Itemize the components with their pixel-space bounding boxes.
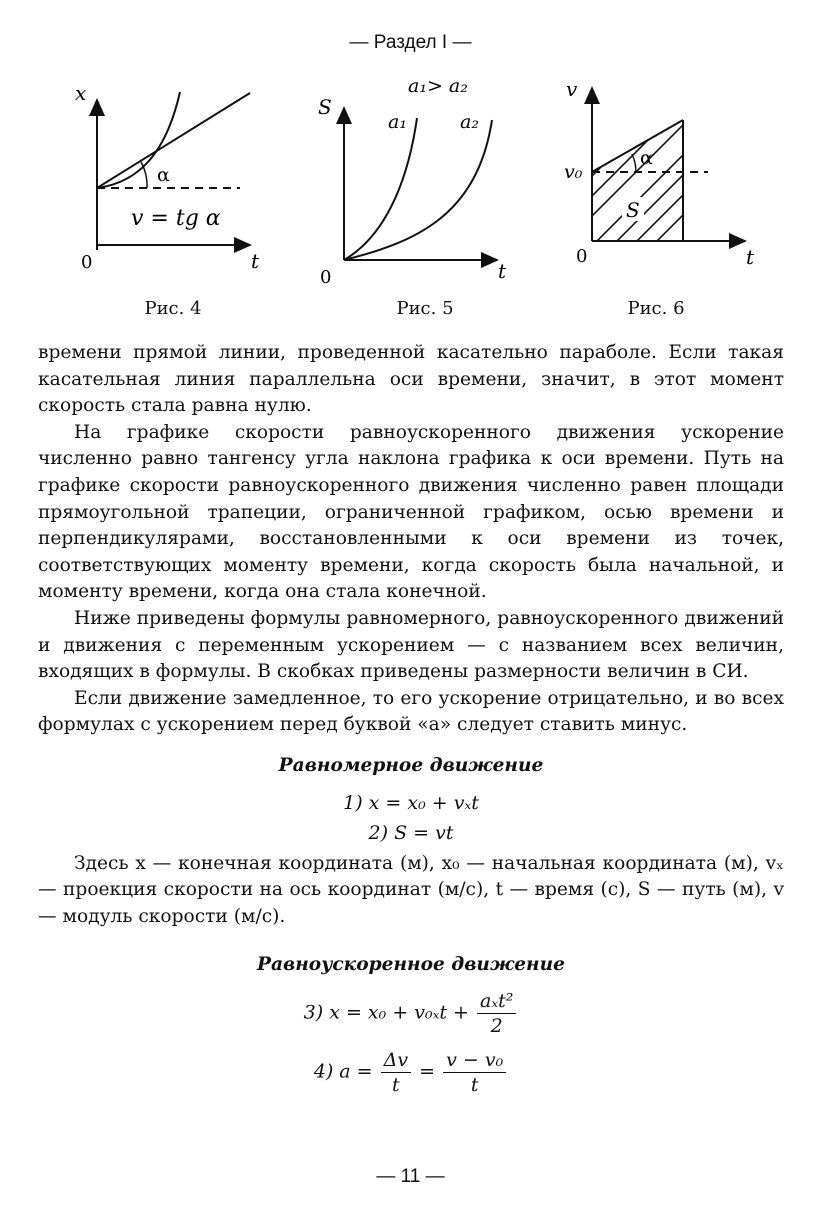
fig5-origin-label: 0 [320,267,332,288]
formula-4-fraction-2 [443,1048,506,1097]
fig5-axis-x-label: t [498,259,507,283]
fig5-curve-a2-label: a₂ [460,111,479,133]
fig5-caption: Рис. 5 [396,298,454,319]
fig4-origin-label: 0 [81,252,93,273]
formula-3-fraction [477,989,516,1038]
fig6-caption: Рис. 6 [627,298,685,319]
section-uniform-title: Равномерное движение [278,754,544,776]
formula-4-numerator-2: v − v₀ [443,1048,506,1073]
fig6-graph-line [592,120,683,172]
fig4-caption: Рис. 4 [144,298,202,319]
formula-4-denominator-1: t [392,1074,400,1097]
fig5-axis-y-label: S [318,95,332,119]
fig5-curve-a2 [344,120,492,260]
fig4-axis-x-label: t [251,249,260,273]
uniform-explanation: Здесь x — конечная координата (м), x₀ — начальная координата (м), vₓ — проекция скорости на ось координат (м/с), t — время (с), S — путь (м), v — модуль скорости (м/с). [38,852,784,927]
formula-4-left: 4) a = [313,1060,373,1083]
figure-4 [65,78,265,288]
section-accelerated-title: Равноускоренное движение [257,954,565,976]
fig6-v0-label: v₀ [564,161,583,183]
formula-4 [38,1048,784,1097]
fig4-formula: v = tg α [131,206,221,231]
fig6-angle-label: α [640,147,653,169]
formula-4-fraction-1 [381,1048,411,1097]
fig6-angle-arc [632,154,636,172]
fig4-axis-y-label: x [75,81,87,105]
paragraph-3: Ниже приведены формулы равномерного, равноускоренного движений и движения с переменным ускорением — с названием всех величин, входящих в формулы. В скобках приведены размерности величин в СИ. [38,607,784,683]
fig5-curve-a1-label: a₁ [388,111,407,133]
figures-row [0,78,821,328]
paragraph-1: времени прямой линии, проведенной касательно параболе. Если такая касательная линия параллельна оси времени, значит, в этот момент скорость стала равна нулю. [38,342,784,417]
fig6-origin-label: 0 [576,246,588,267]
figure-5 [312,78,522,293]
fig4-tangent [97,93,250,188]
fig6-area-label: S [626,198,640,222]
fig4-angle-label: α [157,164,170,186]
formula-3-numerator: aₓt² [477,989,516,1014]
formula-4-denominator-2: t [470,1074,479,1097]
formula-1: 1) x = x₀ + vₓt [343,791,479,814]
formula-2: 2) S = vt [368,822,454,845]
formula-3 [38,989,784,1038]
figure-6 [560,78,785,288]
fig5-relation-label: a₁> a₂ [408,78,468,97]
paragraph-2: На графике скорости равноускоренного движения ускорение численно равно тангенсу угла наклона графика к оси времени. Путь на графике скорости равноускоренного движения численно равен площади прямоугольной трапеции, ограниченной графиком, осью времени и перпендикулярами, восстановленными к оси времени из точек, соответствующих моменту времени, когда скорость была начальной, и моменту времени, когда она стала конечной. [38,421,784,603]
body-text [38,340,784,1101]
paragraph-4: Если движение замедленное, то его ускорение отрицательно, и во всех формулах с ускорением перед буквой «а» следует ставить минус. [38,687,784,736]
formula-4-equals: = [419,1060,436,1083]
formula-3-left: 3) x = x₀ + v₀ₓt + [303,1001,469,1024]
formula-3-denominator: 2 [490,1015,503,1038]
running-header: — Раздел I — [349,32,472,53]
fig6-axis-y-label: v [566,78,578,101]
fig6-axis-x-label: t [746,245,755,269]
formula-4-numerator-1: Δv [381,1048,411,1073]
page-number: — 11 — [376,1166,445,1187]
